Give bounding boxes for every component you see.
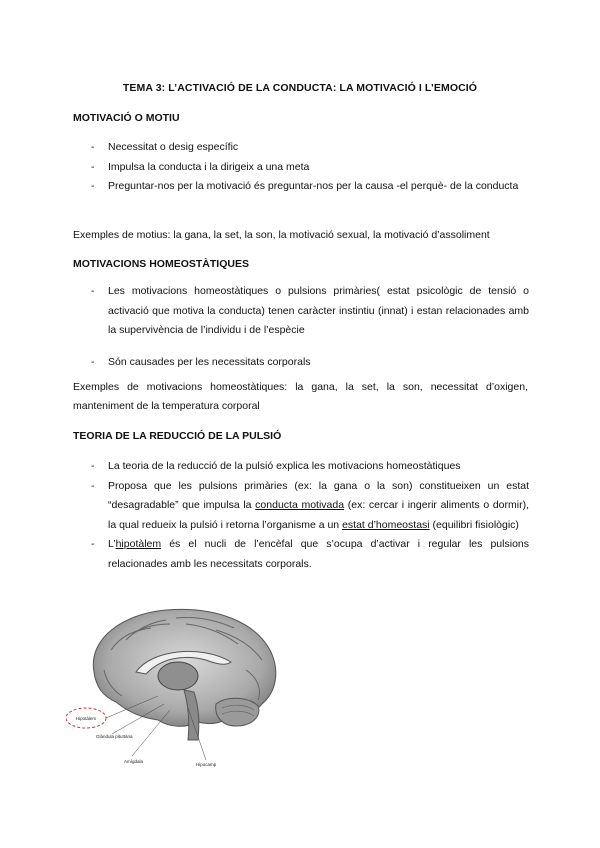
section-heading-reduccio: TEORIA DE LA REDUCCIÓ DE LA PULSIÓ <box>73 430 282 442</box>
list-item: - Les motivacions homeostàtiques o pulsions primàries( estat psicològic de tensió o activació que motiva la conducta) tenen caràcter instintiu (innat) i estan relacionades amb la supervivència de l’individu i de l’espècie <box>91 285 529 336</box>
page-title: TEMA 3: L’ACTIVACIÓ DE LA CONDUCTA: LA MOTIVACIÓ I L’EMOCIÓ <box>122 82 478 94</box>
underlined-term-homeostasi: estat d’homeostasi <box>342 518 430 531</box>
list-item: - Proposa que les pulsions primàries (ex: la gana o la son) constitueixen un estat “desagradable” que impulsa la conducta motivada (ex: cercar i ingerir aliments o dormir), la qual redueix la pulsió i retorna l’organisme a un estat d’homeostasi (equilibri fisiològic) <box>91 479 530 531</box>
list-item: - La teoria de la reducció de la pulsió explica les motivacions homeostàtiques <box>91 460 461 472</box>
list-homeostatiques <box>73 282 529 372</box>
label-pituitary: Glàndula pituïtària <box>96 734 133 739</box>
label-hypothalamus: Hipotàlem <box>75 716 97 721</box>
list-item: - Necessitat o desig específic <box>91 141 239 153</box>
examples-motius: Exemples de motius: la gana, la set, la son, la motivació sexual, la motivació d’assoliment <box>73 229 490 241</box>
list-item: - Són causades per les necessitats corporals <box>91 355 311 368</box>
list-motivacio <box>73 138 529 197</box>
label-amygdala: Amígdala <box>124 759 144 764</box>
list-item: - Impulsa la conducta i la dirigeix a una meta <box>91 160 310 173</box>
label-hippocampus: Hipocamp <box>196 762 217 767</box>
underlined-term-conducta: conducta motivada <box>255 499 345 511</box>
examples-homeostatiques: Exemples de motivacions homeostàtiques: la gana, la set, la son, necessitat d’oxigen, manteniment de la temperatura corporal <box>73 381 528 412</box>
list-item: - Preguntar-nos per la motivació és preguntar-nos per la causa -el perquè- de la conducta <box>91 180 519 192</box>
section-heading-motivacio: MOTIVACIÓ O MOTIU <box>73 112 180 124</box>
cerebellum <box>216 698 259 726</box>
underlined-term-hipotalem: hipotàlem <box>115 538 162 550</box>
list-item: - L’hipotàlem és el nucli de l’encèfal que s’ocupa d’activar i regular les pulsions relacionades amb les necessitats corporals. <box>91 538 529 570</box>
thalamus <box>158 662 198 690</box>
brain-diagram <box>66 600 284 772</box>
section-heading-homeostatiques: MOTIVACIONS HOMEOSTÀTIQUES <box>73 258 249 270</box>
list-reduccio <box>73 457 529 574</box>
